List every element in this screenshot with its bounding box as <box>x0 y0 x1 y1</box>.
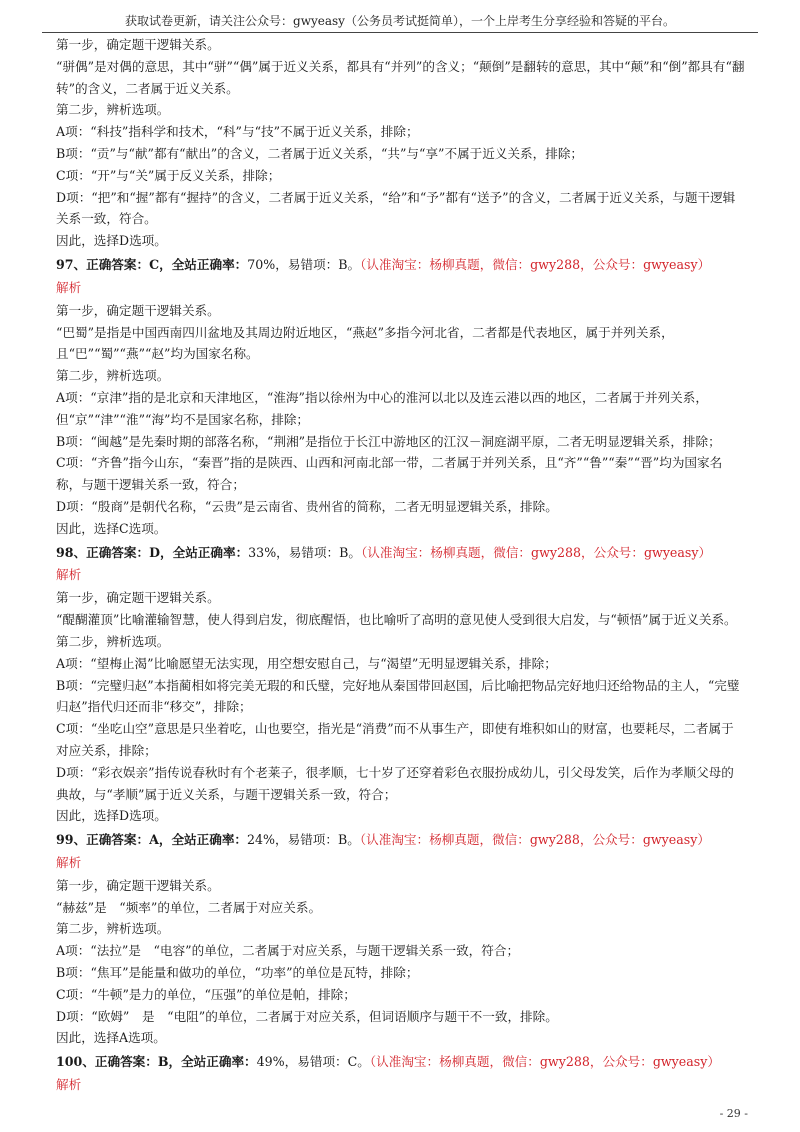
document-body <box>56 34 746 1097</box>
analysis-heading: 解析 <box>56 854 82 870</box>
question-section <box>56 34 746 252</box>
promo-notice: （认准淘宝：杨柳真题，微信：gwy288，公众号：gwyeasy） <box>360 256 711 272</box>
common-wrong-option: ，易错项：B。 <box>276 544 361 560</box>
analysis-paragraph: B项：“焦耳”是能量和做功的单位，“功率”的单位是瓦特，排除； <box>56 965 419 981</box>
question-section <box>56 1051 746 1096</box>
promo-notice: （认准淘宝：杨柳真题，微信：gwy288，公众号：gwyeasy） <box>361 544 712 560</box>
analysis-heading: 解析 <box>56 279 82 295</box>
analysis-paragraph: B项：“完璧归赵”本指蔺相如将完美无瑕的和氏璧，完好地从秦国带回赵国，后比喻把物品完好地归还给物品的主人，“完璧归赵”指代归还而非“移交”，排除； <box>56 677 740 715</box>
analysis-paragraph: “醍醐灌顶”比喻灌输智慧，使人得到启发，彻底醒悟，也比喻听了高明的意见使人受到很大启发，与“顿悟”属于近义关系。 <box>56 612 737 628</box>
analysis-paragraph: D项：“把”和“握”都有“握持”的含义，二者属于近义关系，“给”和“予”都有“送予”的含义，二者属于近义关系，与题干逻辑关系一致，符合。 <box>56 189 736 227</box>
question-section <box>56 829 746 1049</box>
analysis-heading: 解析 <box>56 1077 82 1093</box>
answer-label: 98、正确答案：D，全站正确率： <box>56 544 249 560</box>
analysis-paragraph: 因此，选择C选项。 <box>56 520 167 536</box>
analysis-paragraph: 第一步，确定题干逻辑关系。 <box>56 302 220 318</box>
question-section <box>56 254 746 540</box>
accuracy-rate: 49% <box>256 1054 285 1070</box>
analysis-paragraph: “骈偶”是对偶的意思，其中“骈”“偶”属于近义关系，都具有“并列”的含义；“颠倒”是翻转的意思，其中“颠”和“倒”都具有“翻转”的含义，二者属于近义关系。 <box>56 58 745 96</box>
analysis-paragraph: 因此，选择D选项。 <box>56 233 167 249</box>
answer-label: 100、正确答案：B，全站正确率： <box>56 1054 257 1070</box>
promo-notice: （认准淘宝：杨柳真题，微信：gwy288，公众号：gwyeasy） <box>359 832 710 848</box>
analysis-paragraph: 因此，选择D选项。 <box>56 808 167 824</box>
accuracy-rate: 24% <box>247 832 276 848</box>
analysis-paragraph: C项：“牛顿”是力的单位，“压强”的单位是帕，排除； <box>56 986 356 1002</box>
analysis-paragraph: D项：“欧姆” 是 “电阻”的单位，二者属于对应关系，但词语顺序与题干不一致，排除。 <box>56 1008 558 1024</box>
question-section <box>56 542 746 828</box>
analysis-paragraph: 第一步，确定题干逻辑关系。 <box>56 37 220 52</box>
analysis-paragraph: 第一步，确定题干逻辑关系。 <box>56 590 220 606</box>
promo-notice: （认准淘宝：杨柳真题，微信：gwy288，公众号：gwyeasy） <box>369 1054 720 1070</box>
header-notice: 获取试卷更新，请关注公众号：gwyeasy（公务员考试挺简单），一个上岸考生分享经验和答疑的平台。 <box>125 14 675 28</box>
page-number: - 29 - <box>719 1107 748 1120</box>
analysis-heading: 解析 <box>56 567 82 583</box>
analysis-paragraph: 第二步，辨析选项。 <box>56 368 170 384</box>
analysis-paragraph: D项：“彩衣娱亲”指传说春秋时有个老莱子，很孝顺，七十岁了还穿着彩色衣服扮成幼儿，引父母发笑，后作为孝顺父母的典故，与“孝顺”属于近义关系，与题干逻辑关系一致，符合； <box>56 764 734 802</box>
analysis-paragraph: “巴蜀”是指是中国西南四川盆地及其周边附近地区，“燕赵”多指今河北省，二者都是代表地区，属于并列关系，且“巴”“蜀”“燕”“赵”均为国家名称。 <box>56 324 674 362</box>
analysis-paragraph: B项：“贡”与“献”都有“献出”的含义，二者属于近义关系，“共”与“享”不属于近义关系，排除； <box>56 145 584 161</box>
analysis-paragraph: C项：“坐吃山空”意思是只坐着吃，山也要空，指光是“消费”而不从事生产，即使有堆积如山的财富，也要耗尽，二者属于对应关系，排除； <box>56 721 734 758</box>
analysis-paragraph: 第一步，确定题干逻辑关系。 <box>56 877 220 893</box>
analysis-paragraph: B项：“闽越”是先秦时期的部落名称，“荆湘”是指位于长江中游地区的江汉－洞庭湖平原，二者无明显逻辑关系，排除； <box>56 433 721 449</box>
analysis-paragraph: “赫兹”是 “频率”的单位，二者属于对应关系。 <box>56 899 322 915</box>
analysis-paragraph: C项：“齐鲁”指今山东，“秦晋”指的是陕西、山西和河南北部一带，二者属于并列关系，且“齐”“鲁”“秦”“晋”均为国家名称，与题干逻辑关系一致，符合； <box>56 455 723 493</box>
analysis-paragraph: A项：“京津”指的是北京和天津地区，“淮海”指以徐州为中心的淮河以北以及连云港以西的地区，二者属于并列关系，但“京”“津”“淮”“海”均不是国家名称，排除； <box>56 389 708 427</box>
analysis-paragraph: 因此，选择A选项。 <box>56 1030 166 1046</box>
common-wrong-option: ，易错项：B。 <box>275 256 361 272</box>
answer-line <box>56 254 746 276</box>
answer-line <box>56 1051 746 1073</box>
analysis-paragraph: A项：“科技”指科学和技术，“科”与“技”不属于近义关系，排除； <box>56 124 419 140</box>
analysis-paragraph: A项：“法拉”是 “电容”的单位，二者属于对应关系，与题干逻辑关系一致，符合； <box>56 943 520 959</box>
answer-line <box>56 829 746 851</box>
accuracy-rate: 33% <box>248 544 277 560</box>
page-header <box>0 0 800 36</box>
analysis-paragraph: D项：“殷商”是朝代名称，“云贵”是云南省、贵州省的简称，二者无明显逻辑关系，排除。 <box>56 498 558 514</box>
answer-line <box>56 542 746 564</box>
analysis-paragraph: 第二步，辨析选项。 <box>56 633 170 649</box>
analysis-paragraph: 第二步，辨析选项。 <box>56 921 170 937</box>
common-wrong-option: ，易错项：B。 <box>275 832 360 848</box>
analysis-paragraph: A项：“望梅止渴”比喻愿望无法实现，用空想安慰自己，与“渴望”无明显逻辑关系，排除； <box>56 655 557 671</box>
accuracy-rate: 70% <box>247 256 276 272</box>
answer-label: 99、正确答案：A，全站正确率： <box>56 832 248 848</box>
answer-label: 97、正确答案：C，全站正确率： <box>56 256 248 272</box>
analysis-paragraph: C项：“开”与“关”属于反义关系，排除； <box>56 167 281 183</box>
header-divider <box>42 32 758 33</box>
analysis-paragraph: 第二步，辨析选项。 <box>56 102 170 118</box>
common-wrong-option: ，易错项：C。 <box>284 1054 370 1070</box>
